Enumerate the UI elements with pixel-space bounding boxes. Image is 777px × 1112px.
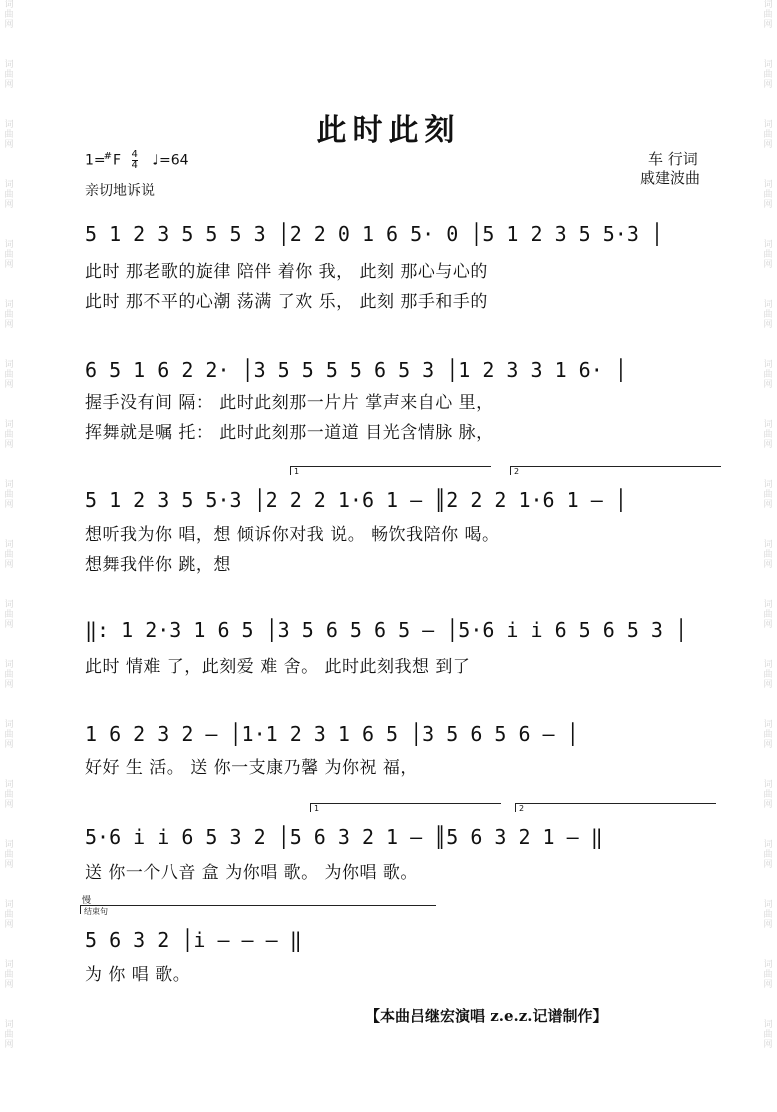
first-ending-bracket: 1 bbox=[290, 466, 491, 475]
footer-credit: 【本曲吕继宏演唱 z.e.z.记谱制作】 bbox=[365, 1007, 608, 1025]
lyric-line: 送 你一个八音 盒 为你唱 歌。 为你唱 歌。 bbox=[85, 863, 418, 883]
lyric-line: 想听我为你 唱，想 倾诉你对我 说。 畅饮我陪你 喝。 bbox=[85, 525, 500, 545]
lyric-line: 想舞我伴你 跳，想 bbox=[85, 555, 231, 575]
song-title: 此时此刻 bbox=[316, 113, 461, 148]
credits bbox=[640, 150, 700, 188]
lyric-line: 此时 那老歌的旋律 陪伴 着你 我， 此刻 那心与心的 bbox=[85, 262, 488, 282]
coda-bracket: 结束句 bbox=[80, 905, 436, 914]
lyric-line: 挥舞就是嘱 托： 此时此刻那一道道 目光含情脉 脉， bbox=[85, 423, 494, 443]
notation-row-7: 5 6 3 2 │i – – – ‖ bbox=[85, 928, 302, 952]
tempo-marking: ♩=64 bbox=[152, 152, 189, 169]
lyric-line: 此时 情难 了，此刻爱 难 舍。 此时此刻我想 到了 bbox=[85, 657, 471, 677]
slow-marking: 慢 bbox=[82, 896, 92, 906]
composer: 戚建波曲 bbox=[640, 169, 701, 187]
time-signature: $\frac{4}{4}$ bbox=[131, 149, 138, 171]
lyricist: 车 行词 bbox=[648, 150, 698, 168]
notation-row-1: 5 1 2 3 5 5 5 3 │2 2 0 1 6 5· 0 │5 1 2 3 5 5·3 │ bbox=[85, 222, 663, 246]
key-signature: 1=#F $\frac{4}{4}$ ♩=64 bbox=[85, 149, 189, 171]
lyric-line: 为 你 唱 歌。 bbox=[85, 965, 191, 985]
watermark-right: 词曲网 词曲网 词曲网 词曲网 词曲网 词曲网 词曲网 词曲网 词曲网 词曲网 词曲网 词曲网 词曲网 词曲网 词曲网 词曲网 词曲网 词曲网 bbox=[763, 0, 773, 1050]
first-ending-bracket: 1 bbox=[310, 803, 501, 812]
expression-marking: 亲切地诉说 bbox=[85, 183, 155, 199]
second-ending-bracket: 2 bbox=[515, 803, 716, 812]
notation-row-6: 5·6 i i 6 5 3 2 │5 6 3 2 1 – ║5 6 3 2 1 – ‖ bbox=[85, 825, 603, 849]
second-ending-bracket: 2 bbox=[510, 466, 721, 475]
lyric-line: 此时 那不平的心潮 荡满 了欢 乐， 此刻 那手和手的 bbox=[85, 292, 488, 312]
notation-row-4: ‖: 1 2·3 1 6 5 │3 5 6 5 6 5 – │5·6 i i 6 5 6 5 3 │ bbox=[85, 618, 688, 642]
lyric-line: 好好 生 活。 送 你一支康乃馨 为你祝 福， bbox=[85, 758, 418, 778]
notation-row-5: 1 6 2 3 2 – │1·1 2 3 1 6 5 │3 5 6 5 6 – │ bbox=[85, 722, 579, 746]
notation-row-2: 6 5 1 6 2 2· │3 5 5 5 5 6 5 3 │1 2 3 3 1 6· │ bbox=[85, 358, 627, 382]
watermark-left: 词曲网 词曲网 词曲网 词曲网 词曲网 词曲网 词曲网 词曲网 词曲网 词曲网 词曲网 词曲网 词曲网 词曲网 词曲网 词曲网 词曲网 词曲网 bbox=[4, 0, 14, 1050]
lyric-line: 握手没有间 隔： 此时此刻那一片片 掌声来自心 里， bbox=[85, 393, 494, 413]
notation-row-3: 5 1 2 3 5 5·3 │2 2 2 1·6 1 – ║2 2 2 1·6 1 – │ bbox=[85, 488, 627, 512]
